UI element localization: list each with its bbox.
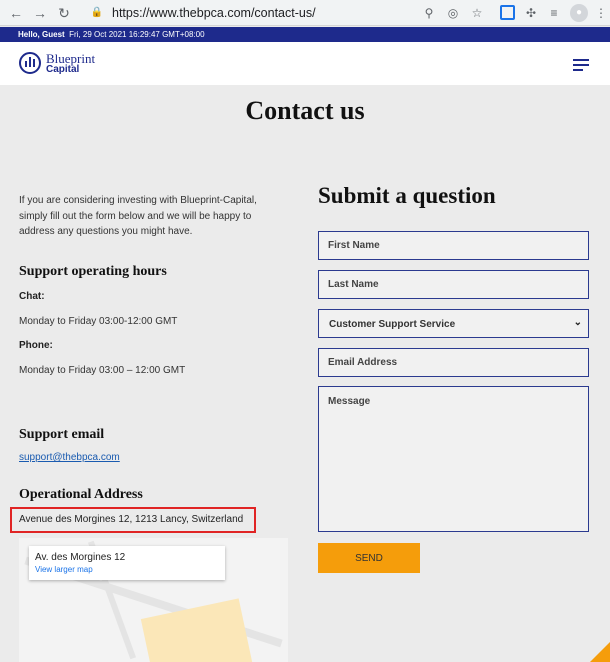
send-button[interactable]: SEND [318,543,420,573]
department-selected-value: Customer Support Service [329,319,456,330]
site-header [0,42,610,85]
lock-icon: 🔒 [90,7,104,18]
map-area-shape [141,598,253,662]
top-strip [0,27,610,42]
extension-icon[interactable] [500,5,515,20]
page-title: Contact us [245,96,365,125]
chevron-down-icon: ⌄ [573,317,582,328]
support-email-link[interactable]: support@thebpca.com [19,452,120,463]
back-arrow-icon[interactable]: ← [9,5,23,21]
logo-icon[interactable] [19,52,41,74]
forward-arrow-icon[interactable]: → [33,5,47,21]
profile-icon[interactable]: ● [570,4,588,22]
phone-label: Phone: [19,340,53,351]
star-icon[interactable]: ☆ [471,6,483,20]
first-name-input[interactable] [318,231,589,260]
address-bar[interactable] [82,2,416,24]
datetime: Fri, 29 Oct 2021 16:29:47 GMT+08:00 [69,30,205,39]
queue-icon[interactable]: ≡ [550,6,558,20]
logo-text-line2[interactable]: Capital [46,64,80,75]
hamburger-menu-icon[interactable] [573,59,589,71]
address-heading: Operational Address [19,487,143,502]
chat-label: Chat: [19,291,45,302]
email-input[interactable] [318,348,589,377]
email-heading: Support email [19,427,105,442]
last-name-input[interactable] [318,270,589,299]
map-info-card [29,546,225,580]
browser-toolbar [0,0,610,26]
message-textarea[interactable] [318,386,589,532]
url-text: https://www.thebpca.com/contact-us/ [112,6,316,20]
map-place-name: Av. des Morgines 12 [35,552,126,563]
puzzle-icon[interactable]: ✣ [525,6,537,20]
form-heading: Submit a question [318,183,496,208]
scroll-to-top-corner[interactable] [590,642,610,662]
eye-off-icon[interactable]: ◎ [447,6,459,20]
hours-heading: Support operating hours [19,264,167,279]
chat-hours: Monday to Friday 03:00-12:00 GMT [19,316,178,327]
logo-text-line1[interactable]: Blueprint [46,51,96,66]
address-text: Avenue des Morgines 12, 1213 Lancy, Switzerland [19,514,244,525]
menu-dots-icon[interactable]: ⋮ [595,6,607,20]
department-select[interactable] [318,309,589,338]
view-larger-map-link[interactable]: View larger map [35,565,93,574]
map-embed[interactable] [19,538,288,662]
intro-text: If you are considering investing with Blueprint-Capital, simply fill out the form below and we will be happy to address any questions you might have. [19,195,257,237]
zoom-icon[interactable]: ⚲ [424,6,434,20]
greeting: Hello, Guest [18,30,65,39]
phone-hours: Monday to Friday 03:00 – 12:00 GMT [19,365,186,376]
reload-icon[interactable]: ↻ [58,5,70,21]
